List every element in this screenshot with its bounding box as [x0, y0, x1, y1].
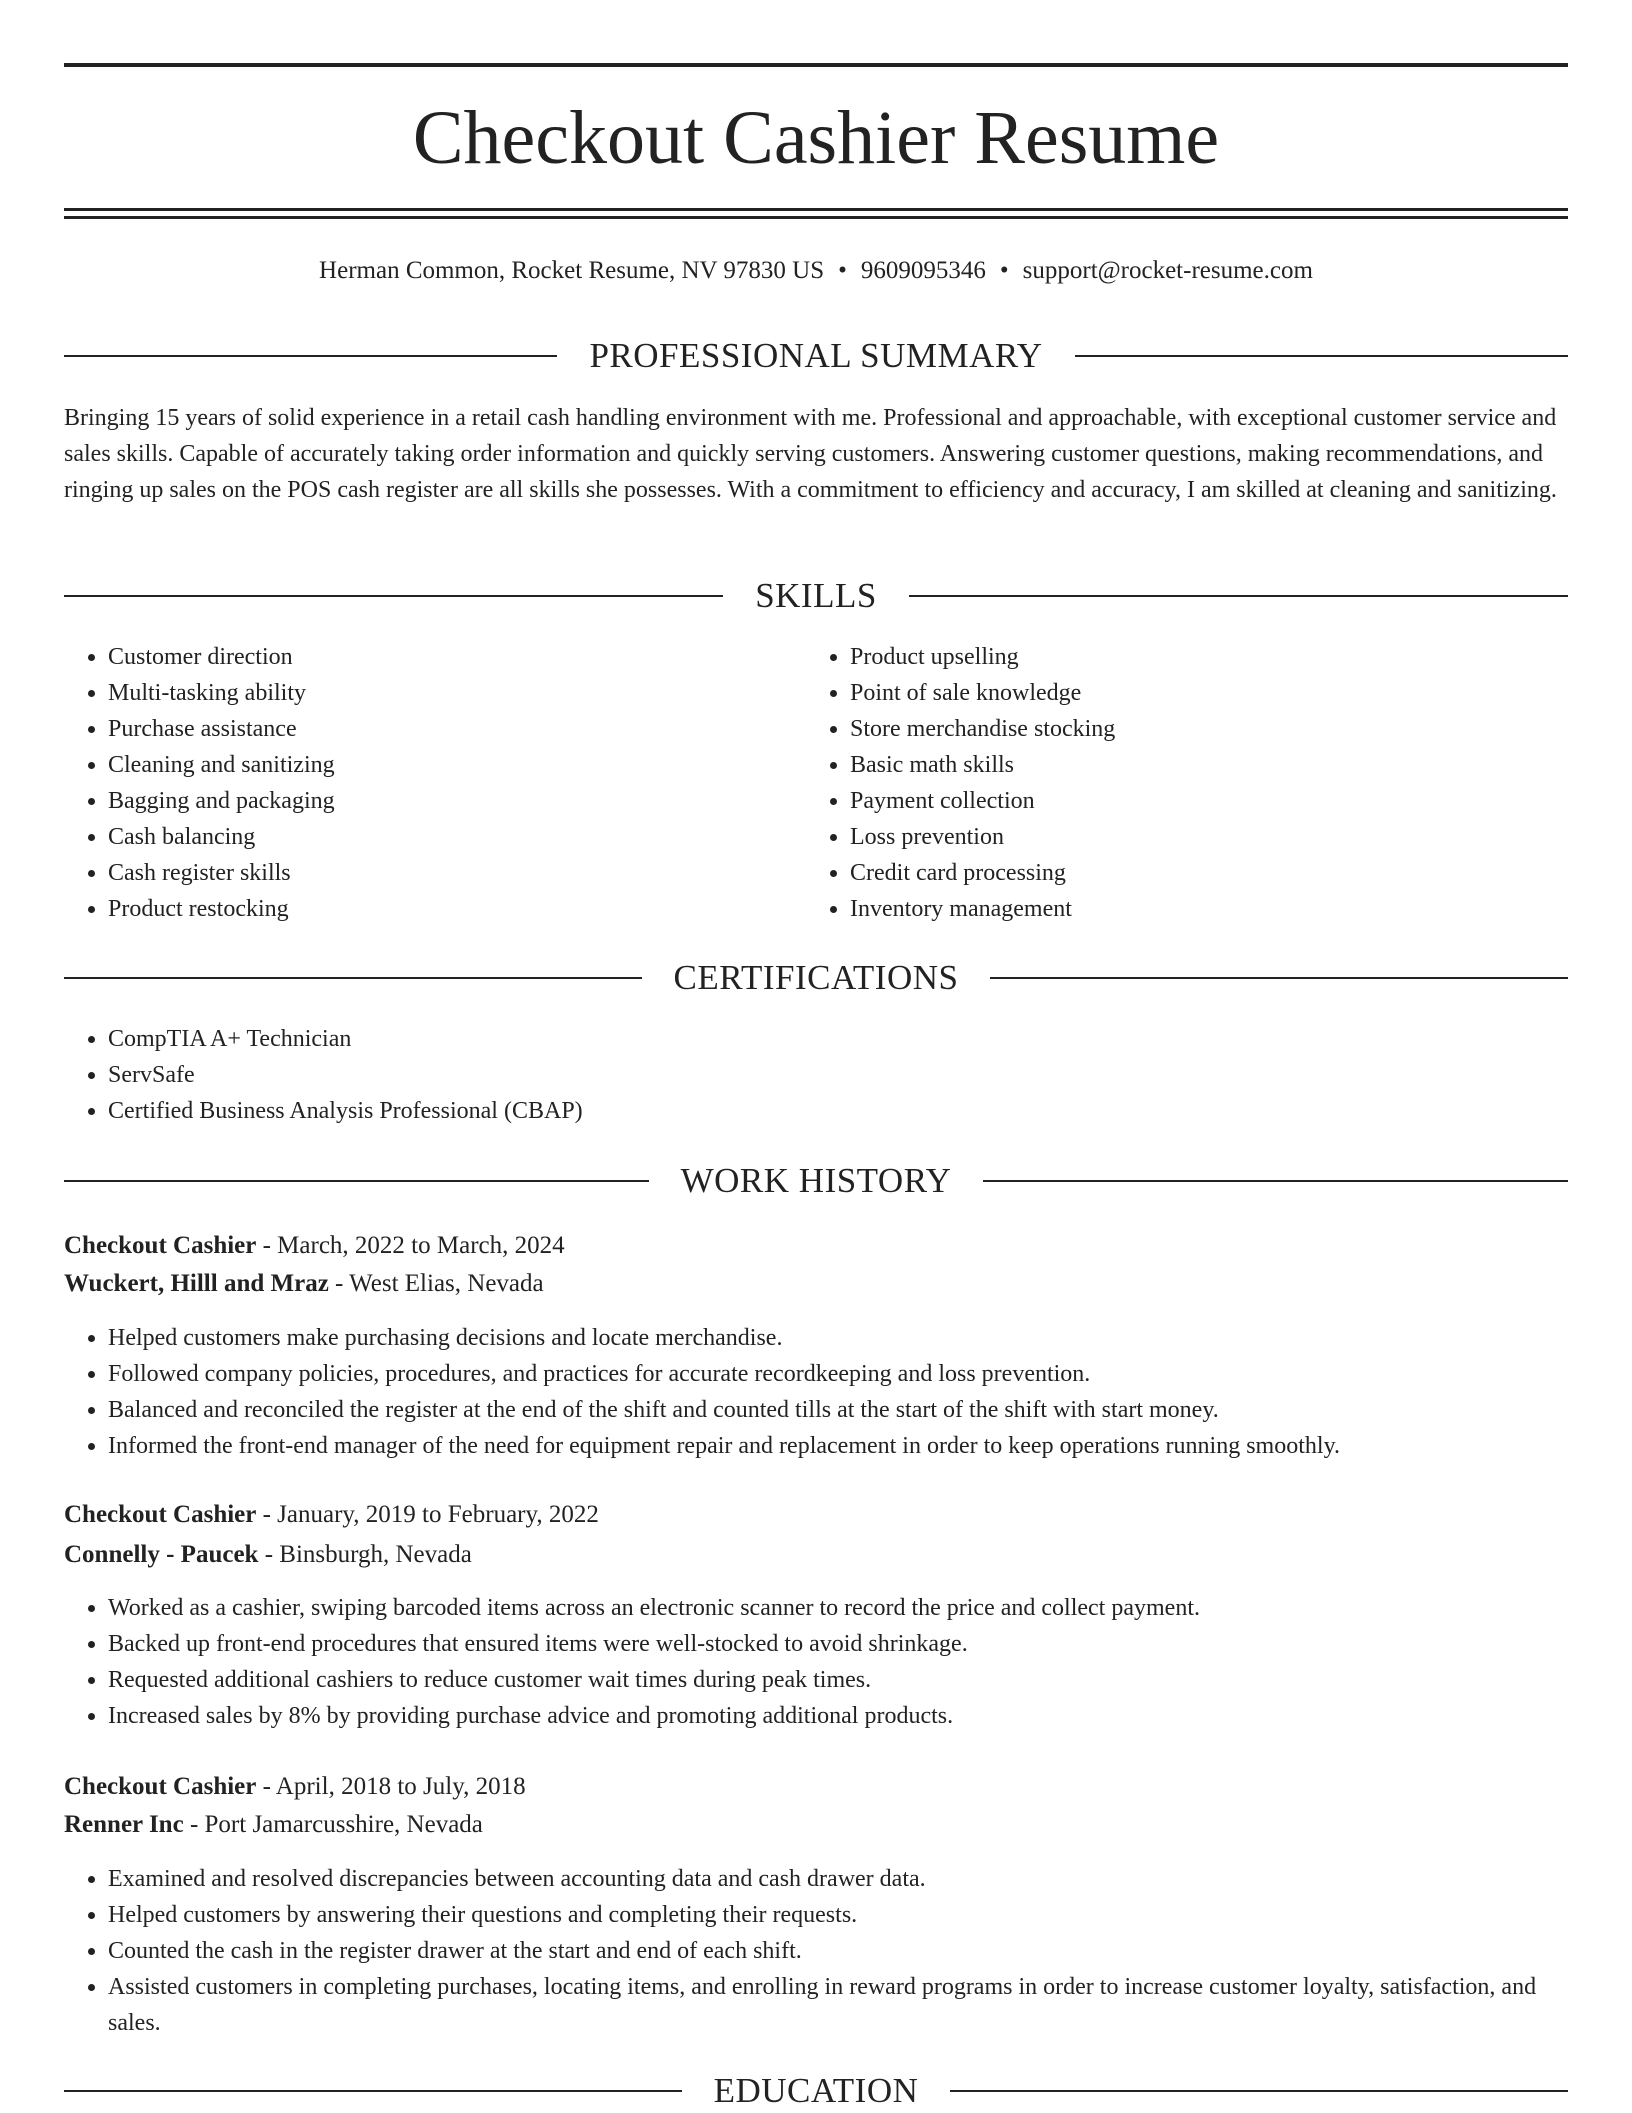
skill-item: • Store merchandise stocking — [850, 711, 1550, 747]
certification-item: • ServSafe — [108, 1057, 1508, 1093]
contact-separator: • — [838, 257, 847, 284]
job-title: Checkout Cashier — [64, 1501, 257, 1528]
job-dates: - March, 2022 to March, 2024 — [256, 1232, 565, 1259]
duty-item: • Requested additional cashiers to reduce customer wait times during peak times. — [108, 1662, 1568, 1698]
job-duties — [64, 1861, 1568, 2041]
top-rule — [64, 63, 1568, 67]
contact-email: support@rocket-resume.com — [1022, 257, 1313, 284]
certification-item: • Certified Business Analysis Professional (CBAP) — [108, 1093, 1508, 1129]
contact-address: Herman Common, Rocket Resume, NV 97830 US — [319, 257, 825, 284]
company-name: Connelly - Paucek — [64, 1541, 259, 1568]
duty-item: • Worked as a cashier, swiping barcoded items across an electronic scanner to record the price and collect payment. — [108, 1590, 1568, 1626]
contact-separator: • — [999, 257, 1009, 284]
duty-item: • Assisted customers in completing purchases, locating items, and enrolling in reward programs in order to increase customer loyalty, satisfaction, and sales. — [108, 1969, 1568, 2041]
skill-item: • Point of sale knowledge — [850, 675, 1550, 711]
skill-item: • Customer direction — [108, 639, 808, 675]
company-location: - West Elias, Nevada — [328, 1270, 544, 1297]
skill-item: • Loss prevention — [850, 819, 1550, 855]
heading-rule — [64, 2090, 682, 2092]
section-title: CERTIFICATIONS — [673, 958, 959, 997]
skill-item: • Purchase assistance — [108, 711, 808, 747]
certifications-heading — [64, 956, 1568, 1000]
skill-item: • Bagging and packaging — [108, 783, 808, 819]
duty-item: • Balanced and reconciled the register at the end of the shift and counted tills at the start of the shift with start money. — [108, 1392, 1568, 1428]
duty-item: • Informed the front-end manager of the need for equipment repair and replacement in order to keep operations running smoothly. — [108, 1428, 1568, 1464]
duty-item: • Backed up front-end procedures that ensured items were well-stocked to avoid shrinkage. — [108, 1626, 1568, 1662]
duty-item: • Helped customers make purchasing decisions and locate merchandise. — [108, 1320, 1568, 1356]
job-employer — [64, 1806, 483, 1844]
heading-rule — [909, 595, 1568, 597]
job-duties — [64, 1320, 1568, 1464]
job-heading — [64, 1227, 565, 1265]
skill-item: • Cash balancing — [108, 819, 808, 855]
heading-rule — [64, 355, 557, 357]
heading-rule — [950, 2090, 1568, 2092]
title-rule-lower — [64, 216, 1568, 219]
company-name: Wuckert, Hilll and Mraz — [64, 1270, 329, 1297]
heading-rule — [1075, 355, 1568, 357]
duty-item: • Followed company policies, procedures, and practices for accurate recordkeeping and loss prevention. — [108, 1356, 1568, 1392]
section-title: WORK HISTORY — [680, 1161, 952, 1200]
skills-list-left — [64, 639, 808, 927]
heading-rule — [64, 977, 642, 979]
resume-title: Checkout Cashier Resume — [412, 96, 1220, 180]
duty-item: • Increased sales by 8% by providing purchase advice and promoting additional products. — [108, 1698, 1568, 1734]
job-heading — [64, 1496, 599, 1534]
contact-line — [64, 254, 1568, 288]
duty-item: • Counted the cash in the register drawer at the start and end of each shift. — [108, 1933, 1568, 1969]
skill-item: • Product restocking — [108, 891, 808, 927]
skills-list-right — [806, 639, 1550, 927]
duty-item: • Examined and resolved discrepancies between accounting data and cash drawer data. — [108, 1861, 1568, 1897]
education-heading — [64, 2069, 1568, 2113]
certifications-list — [64, 1021, 1508, 1129]
skill-item: • Payment collection — [850, 783, 1550, 819]
job-dates: - January, 2019 to February, 2022 — [256, 1501, 599, 1528]
job-title: Checkout Cashier — [64, 1232, 257, 1259]
summary-heading — [64, 334, 1568, 378]
certification-item: • CompTIA A+ Technician — [108, 1021, 1508, 1057]
heading-rule — [64, 595, 723, 597]
skill-item: • Cash register skills — [108, 855, 808, 891]
company-location: - Binsburgh, Nevada — [258, 1541, 472, 1568]
skill-item: • Multi-tasking ability — [108, 675, 808, 711]
job-dates: - April, 2018 to July, 2018 — [256, 1773, 526, 1800]
section-title: PROFESSIONAL SUMMARY — [589, 336, 1043, 375]
skill-item: • Product upselling — [850, 639, 1550, 675]
job-employer — [64, 1536, 472, 1574]
skills-heading — [64, 574, 1568, 618]
duty-item: • Helped customers by answering their questions and completing their requests. — [108, 1897, 1568, 1933]
skill-item: • Cleaning and sanitizing — [108, 747, 808, 783]
summary-text: Bringing 15 years of solid experience in a retail cash handling environment with me. Professional and approachable, with exceptional customer service and sales skills. Capable of accurately taking order information and quickly serving customers. Answering customer questions, making recommendations, and ringing up sales on the POS cash register are all skills she possesses. With a commitment to efficiency and accuracy, I am skilled at cleaning and sanitizing. — [64, 405, 1557, 503]
skill-item: • Basic math skills — [850, 747, 1550, 783]
company-name: Renner Inc — [64, 1811, 184, 1838]
heading-rule — [64, 1180, 649, 1182]
heading-rule — [983, 1180, 1568, 1182]
title-rule-upper — [64, 208, 1568, 211]
section-title: SKILLS — [755, 576, 877, 615]
contact-phone: 9609095346 — [860, 257, 986, 284]
job-heading — [64, 1768, 526, 1806]
work-history-heading — [64, 1159, 1568, 1203]
section-title: EDUCATION — [713, 2071, 919, 2110]
company-location: - Port Jamarcusshire, Nevada — [183, 1811, 483, 1838]
skill-item: • Inventory management — [850, 891, 1550, 927]
job-title: Checkout Cashier — [64, 1773, 257, 1800]
skill-item: • Credit card processing — [850, 855, 1550, 891]
job-employer — [64, 1265, 544, 1303]
job-duties — [64, 1590, 1568, 1734]
heading-rule — [990, 977, 1568, 979]
